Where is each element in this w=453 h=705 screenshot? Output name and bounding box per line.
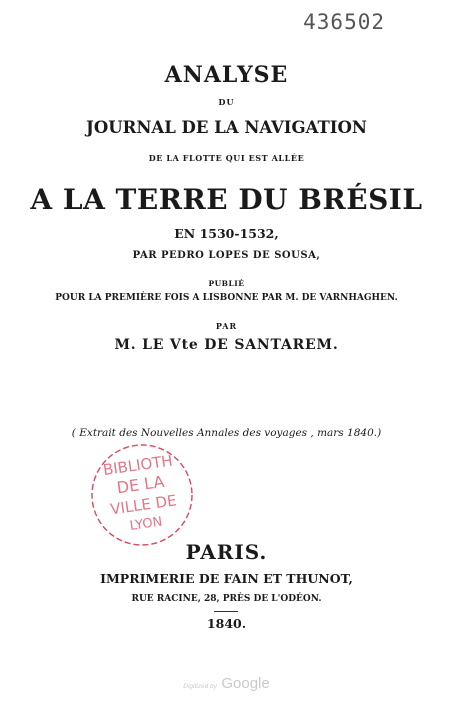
imprint-printer: IMPRIMERIE DE FAIN ET THUNOT, — [100, 571, 353, 586]
title-par: PAR — [215, 321, 238, 331]
year-rule — [214, 611, 238, 612]
imprint-city: PARIS. — [185, 540, 268, 564]
title-pedro-lopes: PAR PEDRO LOPES DE SOUSA, — [132, 250, 321, 261]
library-stamp — [86, 440, 198, 550]
watermark-prefix: Digitized by — [183, 683, 217, 690]
title-dates: EN 1530-1532, — [174, 226, 279, 241]
title-journal: JOURNAL DE LA NAVIGATION — [86, 118, 367, 137]
title-du: DU — [218, 97, 235, 107]
svg-text:VILLE DE: VILLE DE — [109, 491, 178, 519]
title-publie: PUBLIÉ — [208, 279, 245, 288]
google-logo: Google — [221, 675, 270, 692]
library-stamp-graphic — [92, 445, 192, 545]
title-terre-du-bresil: A LA TERRE DU BRÉSIL — [30, 183, 423, 216]
title-author: M. LE Vte DE SANTAREM. — [114, 337, 339, 353]
svg-text:BIBLIOTH: BIBLIOTH — [101, 451, 174, 480]
imprint-year: 1840. — [206, 616, 247, 631]
title-premiere-fois: POUR LA PREMIÈRE FOIS A LISBONNE PAR M. DE VARNHAGHEN. — [55, 293, 398, 303]
extract-note: ( Extrait des Nouvelles Annales des voyages , mars 1840.) — [71, 427, 382, 439]
title-analyse: ANALYSE — [164, 62, 289, 88]
digitization-watermark — [0, 675, 453, 693]
shelfmark-number: 436502 — [303, 10, 385, 34]
imprint-address: RUE RACINE, 28, PRÈS DE L'ODÉON. — [131, 594, 322, 604]
svg-text:LYON: LYON — [128, 514, 164, 534]
title-flotte: DE LA FLOTTE QUI EST ALLÉE — [148, 153, 305, 163]
svg-text:DE LA: DE LA — [115, 471, 166, 498]
